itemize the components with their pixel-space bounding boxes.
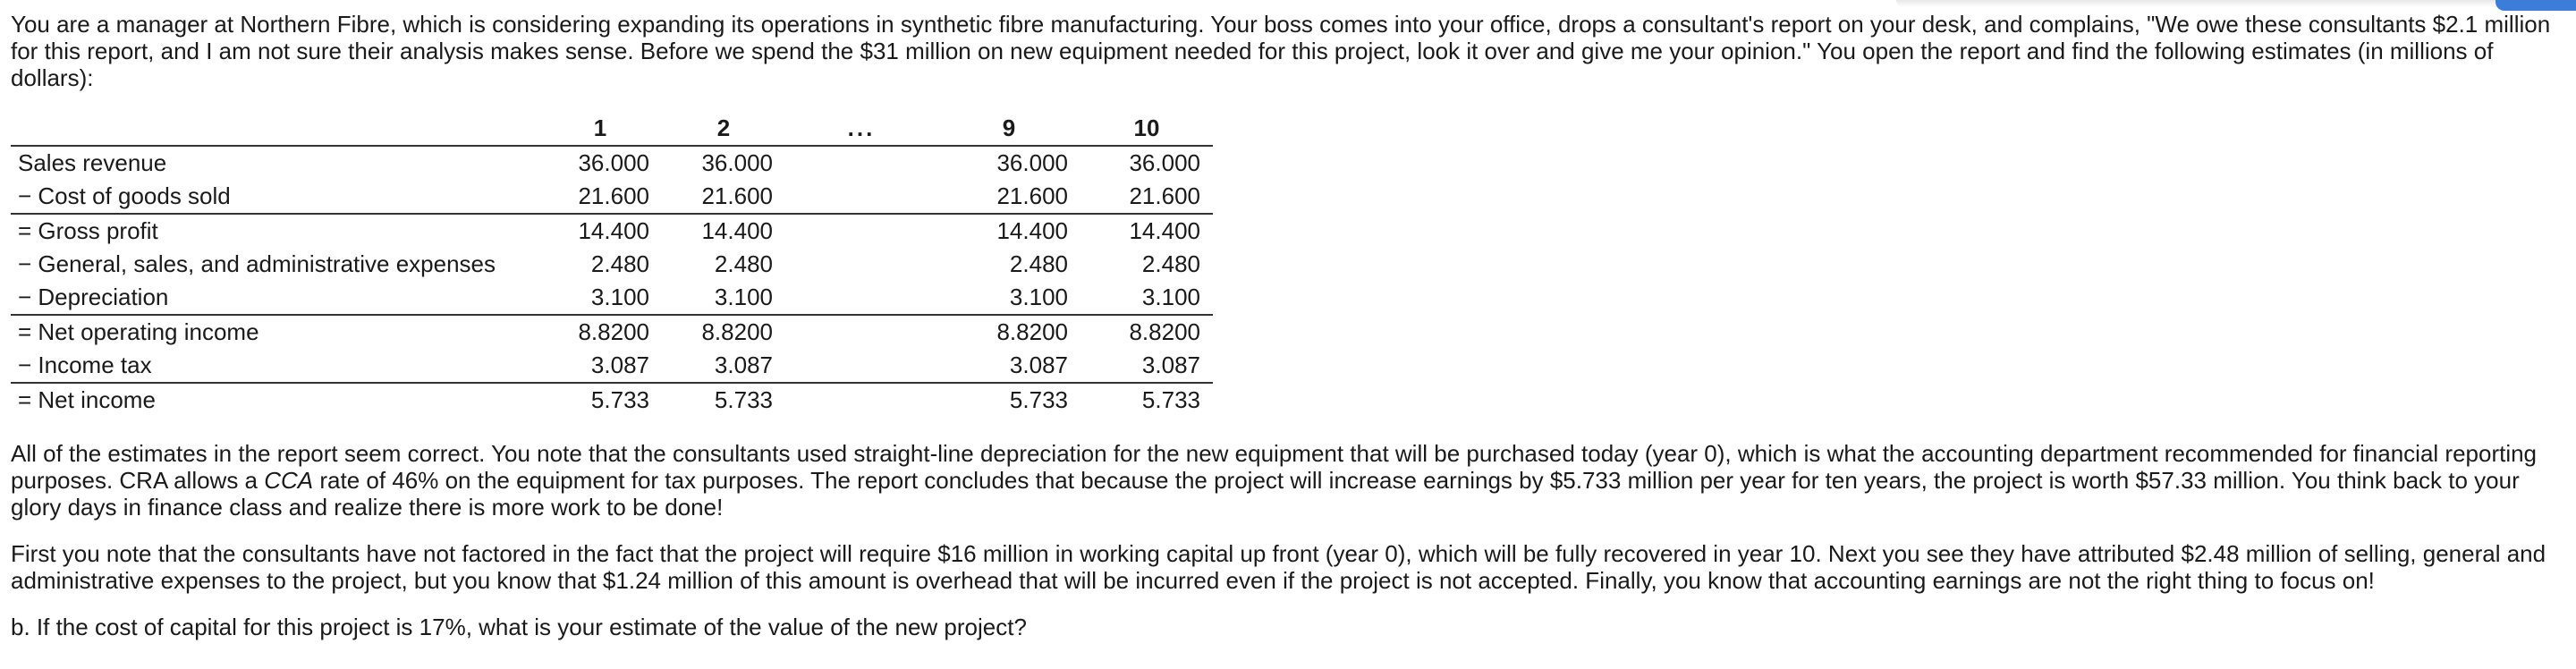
cell-year-9: 3.087 xyxy=(1009,351,1068,378)
row-label: = Gross profit xyxy=(11,214,538,248)
cell-year-1: 2.480 xyxy=(590,250,649,277)
cell-year-1: 21.600 xyxy=(578,182,649,209)
cell-ellipsis-gap xyxy=(785,281,937,315)
table-row xyxy=(11,315,1213,349)
cell-year-1: 8.8200 xyxy=(538,315,662,349)
cell-year-10: 8.8200 xyxy=(1080,315,1213,349)
table-row xyxy=(11,214,1213,248)
row-label: − Depreciation xyxy=(18,284,169,310)
table-row xyxy=(11,349,1213,383)
row-label: − Cost of goods sold xyxy=(18,182,231,209)
popup-edge-shadow xyxy=(1896,0,2522,7)
cca-term: CCA xyxy=(264,467,314,494)
table-row xyxy=(11,281,1213,315)
cell-year-10: 14.400 xyxy=(1080,214,1213,248)
row-label: − General, sales, and administrative expenses xyxy=(18,250,496,277)
cell-year-2: 36.000 xyxy=(701,149,773,176)
table-row xyxy=(11,146,1213,180)
cell-ellipsis-gap xyxy=(785,383,937,417)
table-row xyxy=(11,383,1213,417)
cell-year-9: 2.480 xyxy=(1009,250,1068,277)
cell-ellipsis-gap xyxy=(785,146,937,180)
cell-year-2: 21.600 xyxy=(701,182,773,209)
cell-year-1: 5.733 xyxy=(538,383,662,417)
cell-year-10: 21.600 xyxy=(1129,182,1200,209)
intro-paragraph: You are a manager at Northern Fibre, which is considering expanding its operations in synthetic fibre manufacturing. Your boss comes into your office, drops a consultant's report on your desk, and complains, "We owe these consultants $2.1 million for this report, and I am not sure their analysis makes sense. Before we spend the $31 million on new equipment needed for this project, look it over and give me your opinion." You open the report and find the following estimates (in millions of dollars): xyxy=(11,11,2551,91)
cell-ellipsis-gap xyxy=(785,180,937,214)
table-header-row xyxy=(11,111,1213,146)
header-blank xyxy=(11,111,538,146)
row-label: = Net operating income xyxy=(11,315,538,349)
header-year-10: 10 xyxy=(1080,111,1213,146)
consultant-report-table xyxy=(11,111,1213,417)
header-year-1: 1 xyxy=(538,111,662,146)
question-b: b. If the cost of capital for this project is 17%, what is your estimate of the value of the new project? xyxy=(11,614,1027,640)
cell-year-9: 5.733 xyxy=(937,383,1080,417)
row-label: = Net income xyxy=(11,383,538,417)
para2-before: All of the estimates in the report seem correct. You note that the consultants used straight-line depreciation for the new equipment that will be purchased today (year 0), which is what the accounting department recommended for financial reporting purposes. CRA allows a xyxy=(11,440,2538,494)
cell-year-2: 2.480 xyxy=(714,250,773,277)
cell-year-10: 5.733 xyxy=(1080,383,1213,417)
header-year-2: 2 xyxy=(662,111,785,146)
para2-after: rate of 46% on the equipment for tax purposes. The report concludes that because the project will increase earnings by $5.733 million per year for ten years, the project is worth $57.33 million. You think back to your glory days in finance class and realize there is more work to be done! xyxy=(11,467,2520,521)
cell-year-2: 8.8200 xyxy=(662,315,785,349)
cell-ellipsis-gap xyxy=(785,248,937,281)
header-ellipsis: ... xyxy=(785,111,937,146)
cell-year-10: 3.087 xyxy=(1141,351,1200,378)
problem-content xyxy=(11,7,2560,640)
cell-year-9: 3.100 xyxy=(1009,284,1068,310)
row-label: − Income tax xyxy=(18,351,152,378)
cell-year-9: 14.400 xyxy=(937,214,1080,248)
table-body xyxy=(11,146,1213,417)
cell-year-2: 14.400 xyxy=(662,214,785,248)
paragraph-estimates xyxy=(11,440,2560,521)
cell-year-2: 3.087 xyxy=(714,351,773,378)
cell-year-2: 5.733 xyxy=(662,383,785,417)
cell-year-10: 36.000 xyxy=(1129,149,1200,176)
cell-year-10: 2.480 xyxy=(1141,250,1200,277)
header-year-9: 9 xyxy=(937,111,1080,146)
cell-year-1: 3.100 xyxy=(590,284,649,310)
table-row xyxy=(11,180,1213,214)
cell-year-1: 36.000 xyxy=(578,149,649,176)
cell-year-2: 3.100 xyxy=(714,284,773,310)
cell-year-1: 3.087 xyxy=(590,351,649,378)
cell-year-10: 3.100 xyxy=(1141,284,1200,310)
cell-year-9: 21.600 xyxy=(996,182,1068,209)
cell-year-9: 36.000 xyxy=(996,149,1068,176)
row-label: Sales revenue xyxy=(18,149,167,176)
cell-ellipsis-gap xyxy=(785,349,937,383)
cell-ellipsis-gap xyxy=(785,214,937,248)
table-row xyxy=(11,248,1213,281)
paragraph-working-capital: First you note that the consultants have not factored in the fact that the project will require $16 million in working capital up front (year 0), which will be fully recovered in year 10. Next you see they have attributed $2.48 million of selling, general and administrative expenses to the project, but you know that $1.24 million of this amount is overhead that will be incurred even if the project is not accepted. Finally, you know that accounting earnings are not the right thing to focus on! xyxy=(11,540,2546,594)
cell-year-1: 14.400 xyxy=(538,214,662,248)
cell-year-9: 8.8200 xyxy=(937,315,1080,349)
cell-ellipsis-gap xyxy=(785,315,937,349)
